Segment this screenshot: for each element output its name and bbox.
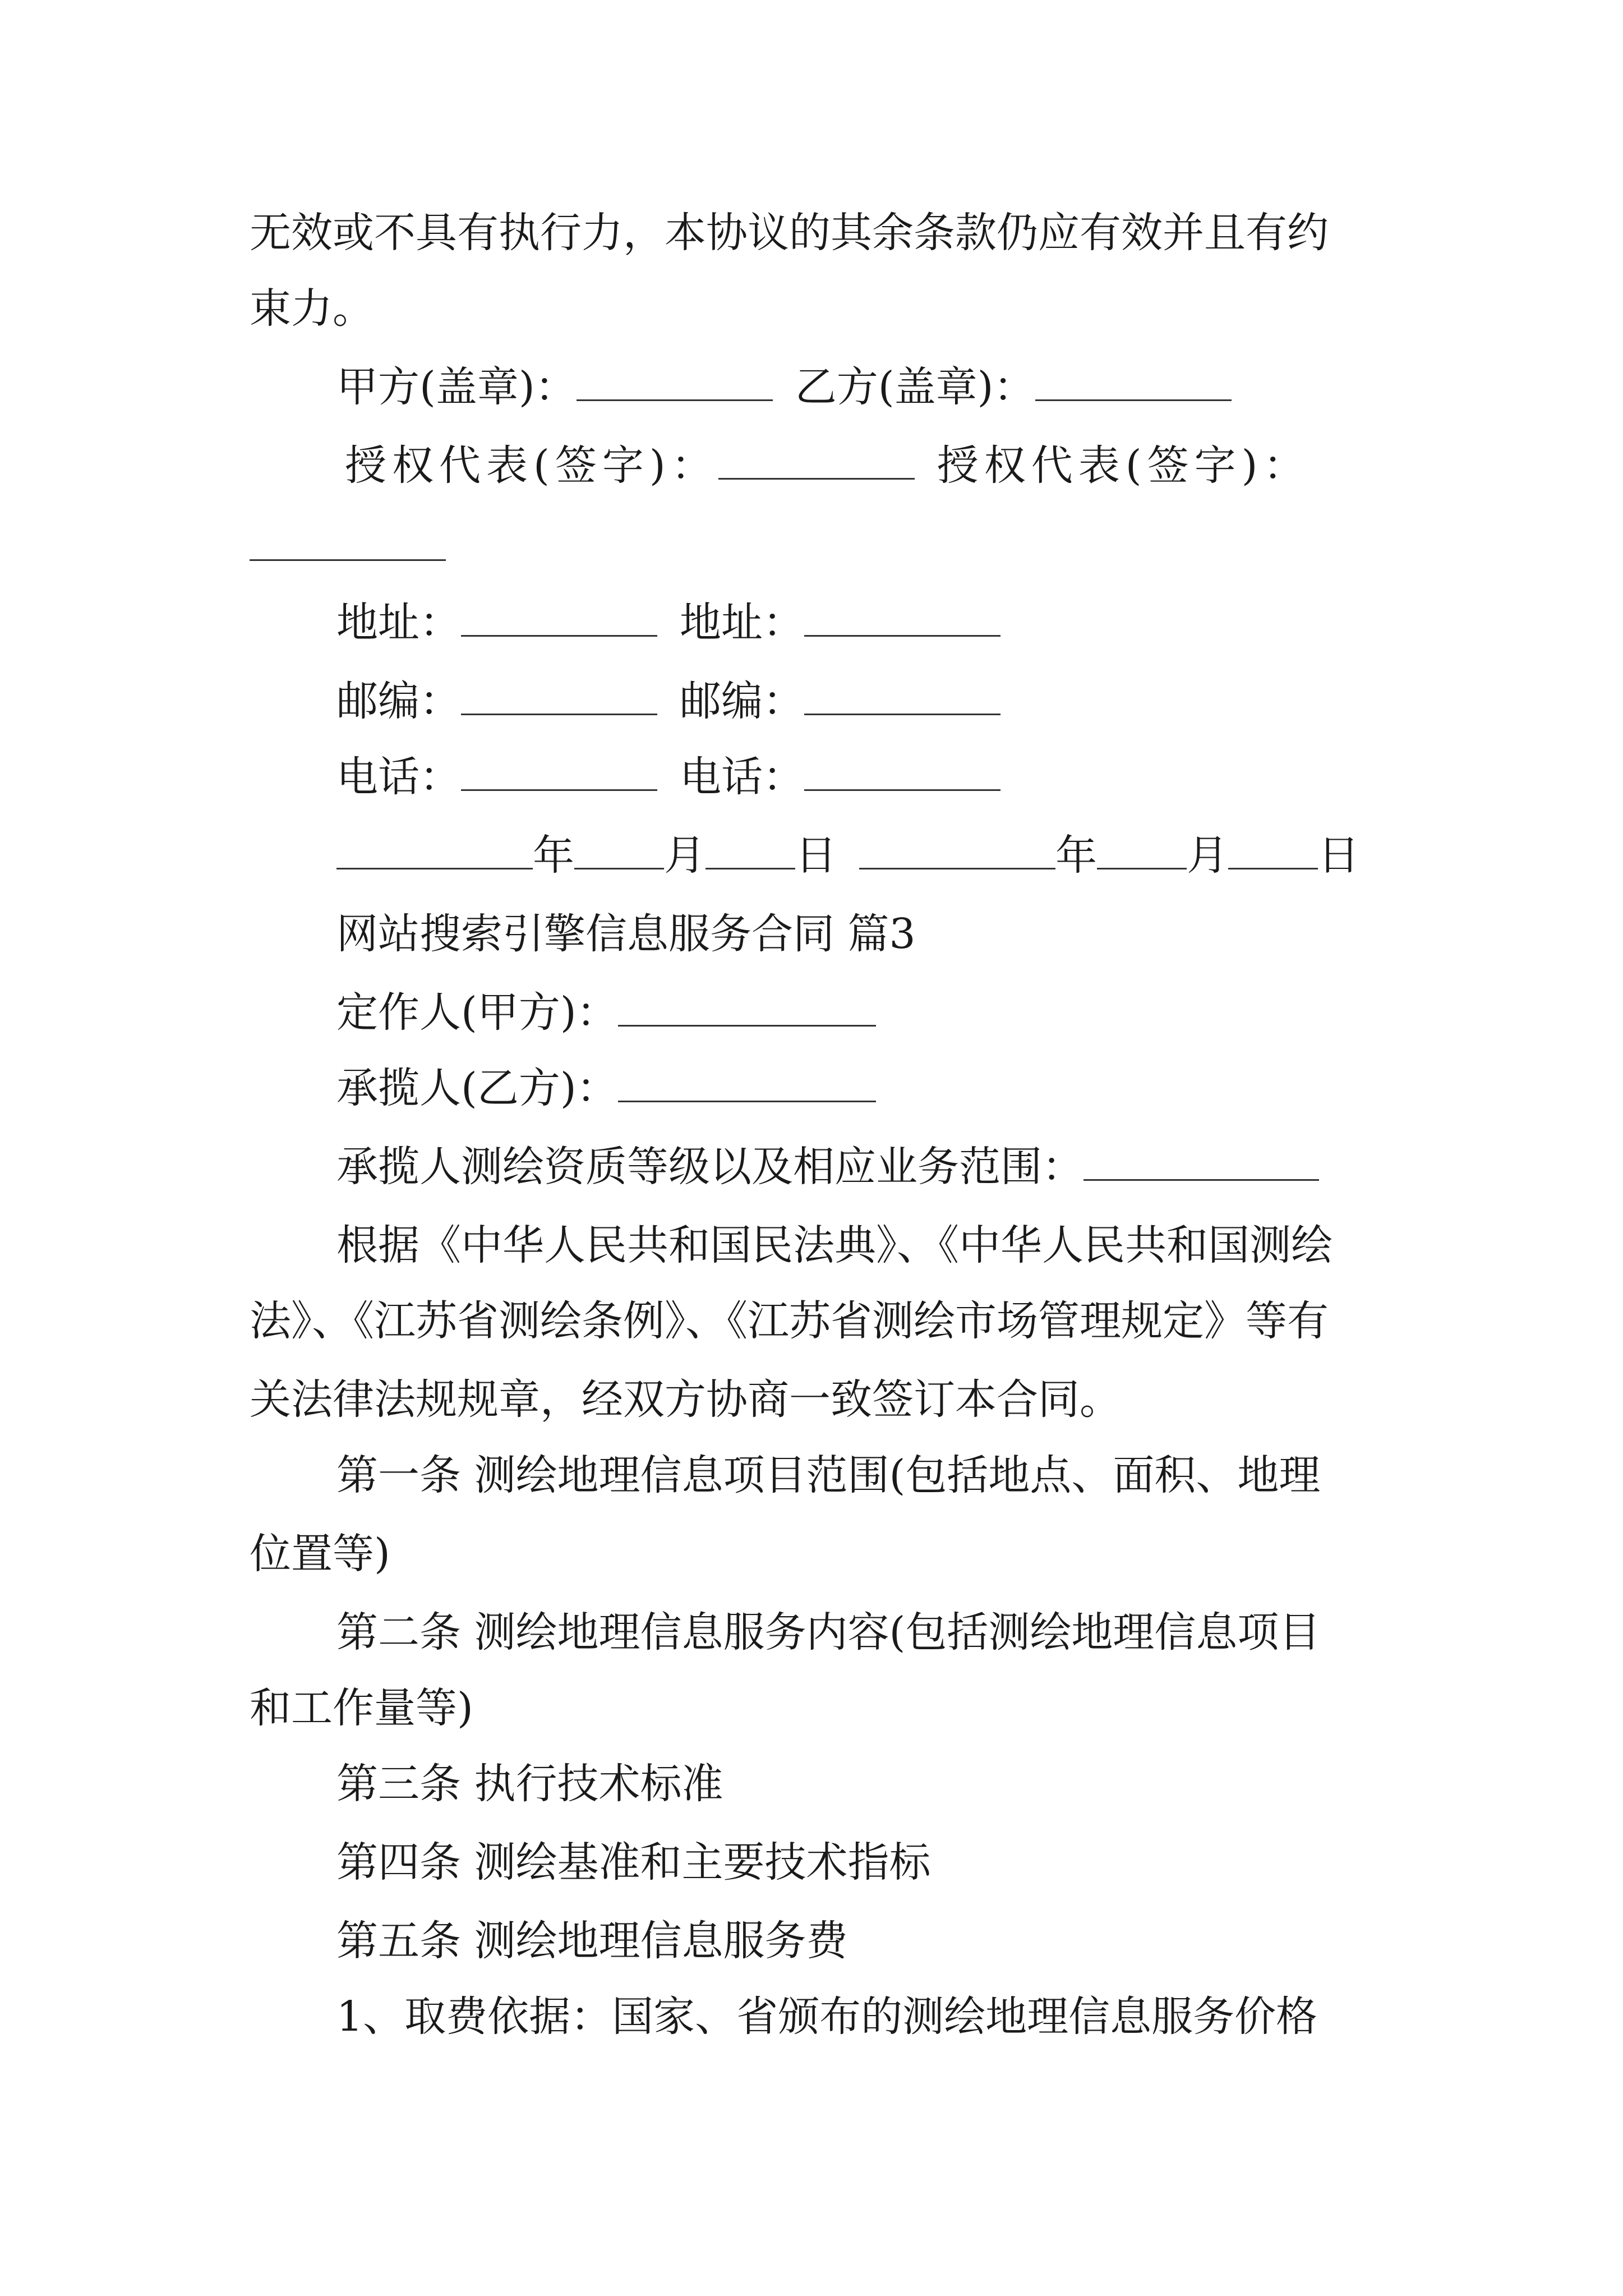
article-3: 第三条 执行技术标准 <box>336 1760 723 1808</box>
address-a-blank <box>461 600 657 637</box>
month-a-blank <box>574 833 664 869</box>
article-1: 第一条 测绘地理信息项目范围(包括地点、面积、地理 <box>336 1451 1321 1499</box>
party-a-seal-blank <box>577 365 773 401</box>
paragraph-line: 无效或不具有执行力，本协议的其余条款仍应有效并且有约 <box>250 209 1329 257</box>
paragraph-line: 根据《中华人民共和国民法典》、《中华人民共和国测绘 <box>336 1221 1332 1269</box>
day-b-blank <box>1228 833 1318 869</box>
article-4: 第四条 测绘基准和主要技术指标 <box>336 1838 931 1887</box>
year-b-label: 年 <box>1055 831 1097 880</box>
party-b-seal-label: 乙方(盖章)： <box>795 363 1035 411</box>
article-1-cont: 位置等) <box>250 1530 390 1578</box>
phone-line <box>336 749 1000 805</box>
year-b-blank <box>859 833 1055 869</box>
date-line <box>336 827 1359 884</box>
rep-a-label: 授权代表(签字)： <box>345 441 718 490</box>
rep-a-blank <box>718 443 915 480</box>
day-a-blank <box>706 833 795 869</box>
year-a-label: 年 <box>533 831 574 880</box>
phone-b-blank <box>804 754 1000 791</box>
address-b-label: 地址： <box>680 599 804 647</box>
party-b-label: 承揽人(乙方)： <box>336 1064 618 1112</box>
party-a-seal-label: 甲方(盖章)： <box>336 363 577 411</box>
item-1: 1、取费依据：国家、省颁布的测绘地理信息服务价格 <box>336 1993 1318 2041</box>
phone-b-label: 电话： <box>680 753 804 801</box>
article-2: 第二条 测绘地理信息服务内容(包括测绘地理信息项目 <box>336 1608 1321 1657</box>
party-b-seal-blank <box>1035 365 1232 401</box>
year-a-blank <box>336 833 533 869</box>
paragraph-line: 束力。 <box>250 284 374 333</box>
day-b-label: 日 <box>1318 831 1359 880</box>
postcode-b-blank <box>804 679 1000 715</box>
rep-b-blank-line <box>250 519 446 575</box>
postcode-a-label: 邮编： <box>336 677 461 725</box>
paragraph-line: 法》、《江苏省测绘条例》、《江苏省测绘市场管理规定》等有 <box>250 1297 1329 1345</box>
phone-a-blank <box>461 754 657 791</box>
contract-title: 网站搜索引擎信息服务合同 篇3 <box>336 910 916 958</box>
address-b-blank <box>804 600 1000 637</box>
party-b-line <box>336 1060 876 1116</box>
party-a-label: 定作人(甲方)： <box>336 988 618 1037</box>
rep-b-blank <box>250 524 446 561</box>
phone-a-label: 电话： <box>336 753 461 801</box>
month-b-label: 月 <box>1187 831 1228 880</box>
address-line <box>336 595 1000 651</box>
qualification-label: 承揽人测绘资质等级以及相应业务范围： <box>336 1143 1083 1191</box>
postcode-line <box>336 673 1000 729</box>
postcode-b-label: 邮编： <box>680 677 804 725</box>
qualification-blank <box>1083 1144 1319 1181</box>
postcode-a-blank <box>461 679 657 715</box>
party-a-line <box>336 984 876 1041</box>
month-a-label: 月 <box>664 831 706 880</box>
paragraph-line: 关法律法规规章，经双方协商一致签订本合同。 <box>250 1375 1121 1424</box>
party-a-blank <box>618 990 876 1027</box>
address-a-label: 地址： <box>336 599 461 647</box>
month-b-blank <box>1097 833 1187 869</box>
article-2-cont: 和工作量等) <box>250 1684 473 1732</box>
seal-line <box>336 359 1232 415</box>
rep-b-label: 授权代表(签字)： <box>937 441 1311 490</box>
party-b-blank <box>618 1066 876 1102</box>
representative-line <box>345 438 1311 494</box>
day-a-label: 日 <box>795 831 837 880</box>
qualification-line <box>336 1139 1319 1195</box>
article-5: 第五条 测绘地理信息服务费 <box>336 1917 848 1965</box>
